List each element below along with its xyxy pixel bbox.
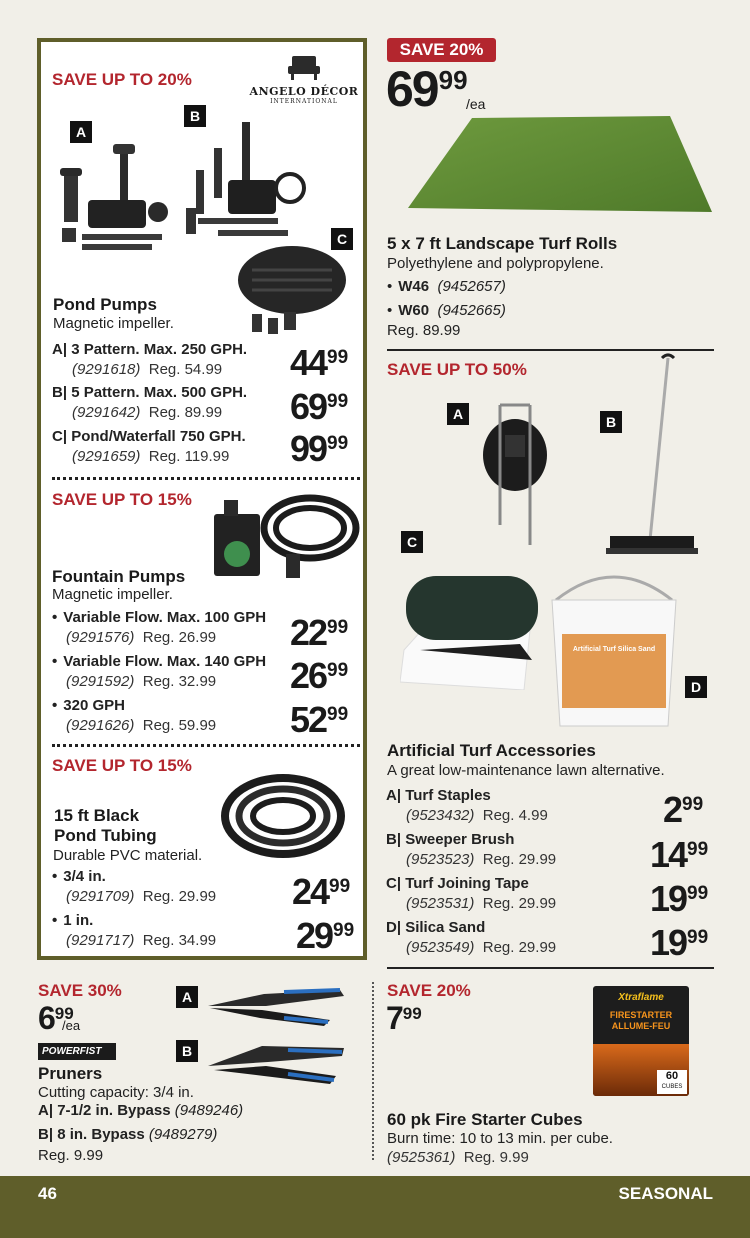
pruner-a-line	[38, 1102, 243, 1119]
turf-item-2	[387, 302, 506, 319]
fountain-pump-1-sku-line	[66, 629, 216, 646]
pond-pump-c-price: 9999	[290, 428, 349, 469]
pond-tubing-image	[218, 770, 348, 866]
label-b: B	[600, 411, 622, 433]
turf-reg-price: Reg. 89.99	[387, 322, 461, 339]
box-brand: Xtraflame	[618, 992, 664, 1003]
reg-price: Reg. 29.99	[482, 851, 557, 868]
angelo-decor-logo	[246, 52, 362, 106]
divider	[387, 967, 714, 969]
reg-price: Reg. 29.99	[482, 939, 557, 956]
save-text: SAVE 20%	[399, 40, 484, 59]
pruner-a-image	[204, 980, 350, 1030]
sku: (9452657)	[437, 278, 506, 295]
reg-price: Reg. 32.99	[142, 673, 217, 690]
firestarter-price: 799	[386, 1000, 422, 1036]
tubing-1-price: 2499	[292, 871, 351, 912]
tubing-2-price: 2999	[296, 915, 355, 956]
fountain-pump-2-name: • Variable Flow. Max. 140 GPH	[52, 653, 266, 670]
tubing-title-2: Pond Tubing	[54, 826, 157, 845]
reg-price: Reg. 119.99	[148, 448, 230, 465]
item-name: W46	[398, 278, 430, 295]
sku: (9523549)	[406, 939, 475, 956]
pruners-price: 699	[38, 1000, 74, 1036]
box-count-label: CUBES	[661, 1084, 683, 1090]
tubing-save-badge: SAVE UP TO 15%	[52, 756, 192, 775]
box-count: 60	[665, 1070, 679, 1082]
fountain-pumps-save-badge: SAVE UP TO 15%	[52, 490, 192, 509]
turf-desc: Polyethylene and polypropylene.	[387, 255, 604, 272]
label-d: D	[685, 676, 707, 698]
label-c: C	[331, 228, 353, 250]
accessory-c-sku-line	[406, 895, 556, 912]
pruners-title: Pruners	[38, 1064, 103, 1083]
reg-price: Reg. 29.99	[142, 888, 217, 905]
sku: (9291642)	[72, 404, 141, 421]
accessory-b-name: B| Sweeper Brush	[386, 831, 515, 848]
fountain-pump-3-price: 5299	[290, 699, 349, 740]
reg-price: Reg. 26.99	[142, 629, 217, 646]
label-c: C	[401, 531, 423, 553]
fountain-pump-1-price: 2299	[290, 612, 349, 653]
item-name: A| 7-1/2 in. Bypass	[38, 1102, 171, 1119]
powerfist-logo	[38, 1043, 116, 1060]
accessory-d-price: 1999	[650, 922, 709, 963]
box-count-badge	[657, 1070, 687, 1094]
accessory-d-sku-line	[406, 939, 556, 956]
turf-title: 5 x 7 ft Landscape Turf Rolls	[387, 234, 618, 253]
tubing-2-name: • 1 in.	[52, 912, 93, 929]
pond-pump-a-price: 4499	[290, 342, 349, 383]
pruners-unit: /ea	[62, 1018, 81, 1033]
sku: (9523432)	[406, 807, 475, 824]
sweeper-brush-image	[600, 350, 710, 565]
brand-name: ANGELO DÉCOR	[249, 85, 359, 98]
fountain-pump-3-name: • 320 GPH	[52, 697, 125, 714]
sku: (9523531)	[406, 895, 475, 912]
pond-pump-b-price: 6999	[290, 386, 349, 427]
label-a: A	[176, 986, 198, 1008]
label-b: B	[184, 105, 206, 127]
box-line-1: FIRESTARTER	[609, 1010, 673, 1020]
reg-price: Reg. 59.99	[142, 717, 217, 734]
page-number: 46	[38, 1184, 57, 1203]
fountain-pump-2-sku-line	[66, 673, 216, 690]
turf-tape-image	[400, 570, 540, 690]
pond-pumps-save-badge: SAVE UP TO 20%	[52, 70, 192, 89]
accessories-title: Artificial Turf Accessories	[387, 741, 596, 760]
sku: (9489246)	[174, 1102, 244, 1119]
pruners-desc: Cutting capacity: 3/4 in.	[38, 1084, 194, 1101]
fountain-pump-1-name: • Variable Flow. Max. 100 GPH	[52, 609, 266, 626]
section-title: SEASONAL	[618, 1184, 713, 1203]
pond-pump-a-name: A| 3 Pattern. Max. 250 GPH.	[52, 341, 248, 358]
box-line-2: ALLUME-FEU	[611, 1021, 671, 1031]
fountain-pump-3-sku-line	[66, 717, 216, 734]
sku: (9291659)	[72, 448, 141, 465]
turf-price: 6999	[386, 61, 468, 117]
pond-pump-c-name: C| Pond/Waterfall 750 GPH.	[52, 428, 246, 445]
tubing-2-sku-line	[66, 932, 216, 949]
label-a: A	[447, 403, 469, 425]
column-divider	[372, 982, 374, 1160]
fountain-pumps-desc: Magnetic impeller.	[52, 586, 173, 603]
accessories-desc: A great low-maintenance lawn alternative.	[387, 762, 665, 779]
tubing-desc: Durable PVC material.	[53, 847, 203, 864]
item-name: W60	[398, 302, 430, 319]
divider	[52, 477, 360, 480]
pond-pump-b-image	[178, 118, 318, 258]
pond-pump-a-image	[58, 142, 178, 262]
accessory-b-sku-line	[406, 851, 556, 868]
pond-pump-c-image	[232, 240, 352, 340]
armchair-icon	[284, 52, 324, 82]
brand-name: POWERFIST	[42, 1046, 102, 1057]
sku: (9452665)	[437, 302, 506, 319]
pruner-b-line	[38, 1126, 217, 1143]
pruners-save-badge: SAVE 30%	[38, 981, 122, 1000]
pond-pump-b-name: B| 5 Pattern. Max. 500 GPH.	[52, 384, 248, 401]
turf-unit: /ea	[466, 96, 486, 112]
accessory-a-sku-line	[406, 807, 548, 824]
firestarter-box-image	[593, 986, 689, 1096]
reg-price: Reg. 9.99	[463, 1149, 529, 1166]
turf-staple-image	[480, 395, 550, 550]
firestarter-desc: Burn time: 10 to 13 min. per cube.	[387, 1130, 613, 1147]
pond-pump-a-sku-line	[72, 361, 222, 378]
sku: (9489279)	[148, 1126, 218, 1143]
fountain-pumps-title: Fountain Pumps	[52, 567, 186, 586]
firestarter-save-badge: SAVE 20%	[387, 981, 471, 1000]
pond-pump-b-sku-line	[72, 404, 222, 421]
turf-roll-image	[402, 112, 714, 216]
firestarter-title: 60 pk Fire Starter Cubes	[387, 1110, 583, 1129]
accessory-c-name: C| Turf Joining Tape	[386, 875, 529, 892]
item-name: B| 8 in. Bypass	[38, 1126, 145, 1143]
brand-tagline: INTERNATIONAL	[270, 98, 338, 105]
pruner-b-image	[204, 1036, 350, 1086]
accessory-a-price: 299	[663, 789, 704, 830]
pond-pumps-title: Pond Pumps	[53, 295, 157, 314]
sku: (9291626)	[66, 717, 135, 734]
reg-price: Reg. 34.99	[142, 932, 217, 949]
sku: (9291618)	[72, 361, 141, 378]
accessory-a-name: A| Turf Staples	[386, 787, 491, 804]
divider	[52, 744, 360, 747]
reg-price: Reg. 89.99	[148, 404, 223, 421]
turf-item-1	[387, 278, 506, 295]
accessory-d-name: D| Silica Sand	[386, 919, 486, 936]
firestarter-sku-line	[387, 1149, 529, 1166]
accessory-c-price: 1999	[650, 878, 709, 919]
pond-pump-c-sku-line	[72, 448, 229, 465]
turf-save-badge	[387, 38, 496, 62]
sku: (9291709)	[66, 888, 135, 905]
fountain-pump-image	[210, 488, 360, 588]
bucket-label: Artificial Turf Silica Sand	[572, 646, 656, 653]
sku: (9523523)	[406, 851, 475, 868]
reg-price: Reg. 54.99	[148, 361, 223, 378]
sku: (9291717)	[66, 932, 135, 949]
accessories-save-badge: SAVE UP TO 50%	[387, 360, 527, 379]
reg-price: Reg. 4.99	[482, 807, 548, 824]
pond-pumps-desc: Magnetic impeller.	[53, 315, 174, 332]
tubing-title-1: 15 ft Black	[54, 806, 140, 825]
page-footer	[0, 1176, 750, 1238]
tubing-1-sku-line	[66, 888, 216, 905]
accessory-b-price: 1499	[650, 834, 709, 875]
label-b: B	[176, 1040, 198, 1062]
reg-price: Reg. 29.99	[482, 895, 557, 912]
label-a: A	[70, 121, 92, 143]
pruners-reg-price: Reg. 9.99	[38, 1147, 104, 1164]
sku: (9525361)	[387, 1149, 456, 1166]
fountain-pump-2-price: 2699	[290, 655, 349, 696]
sku: (9291592)	[66, 673, 135, 690]
sku: (9291576)	[66, 629, 135, 646]
tubing-1-name: • 3/4 in.	[52, 868, 106, 885]
